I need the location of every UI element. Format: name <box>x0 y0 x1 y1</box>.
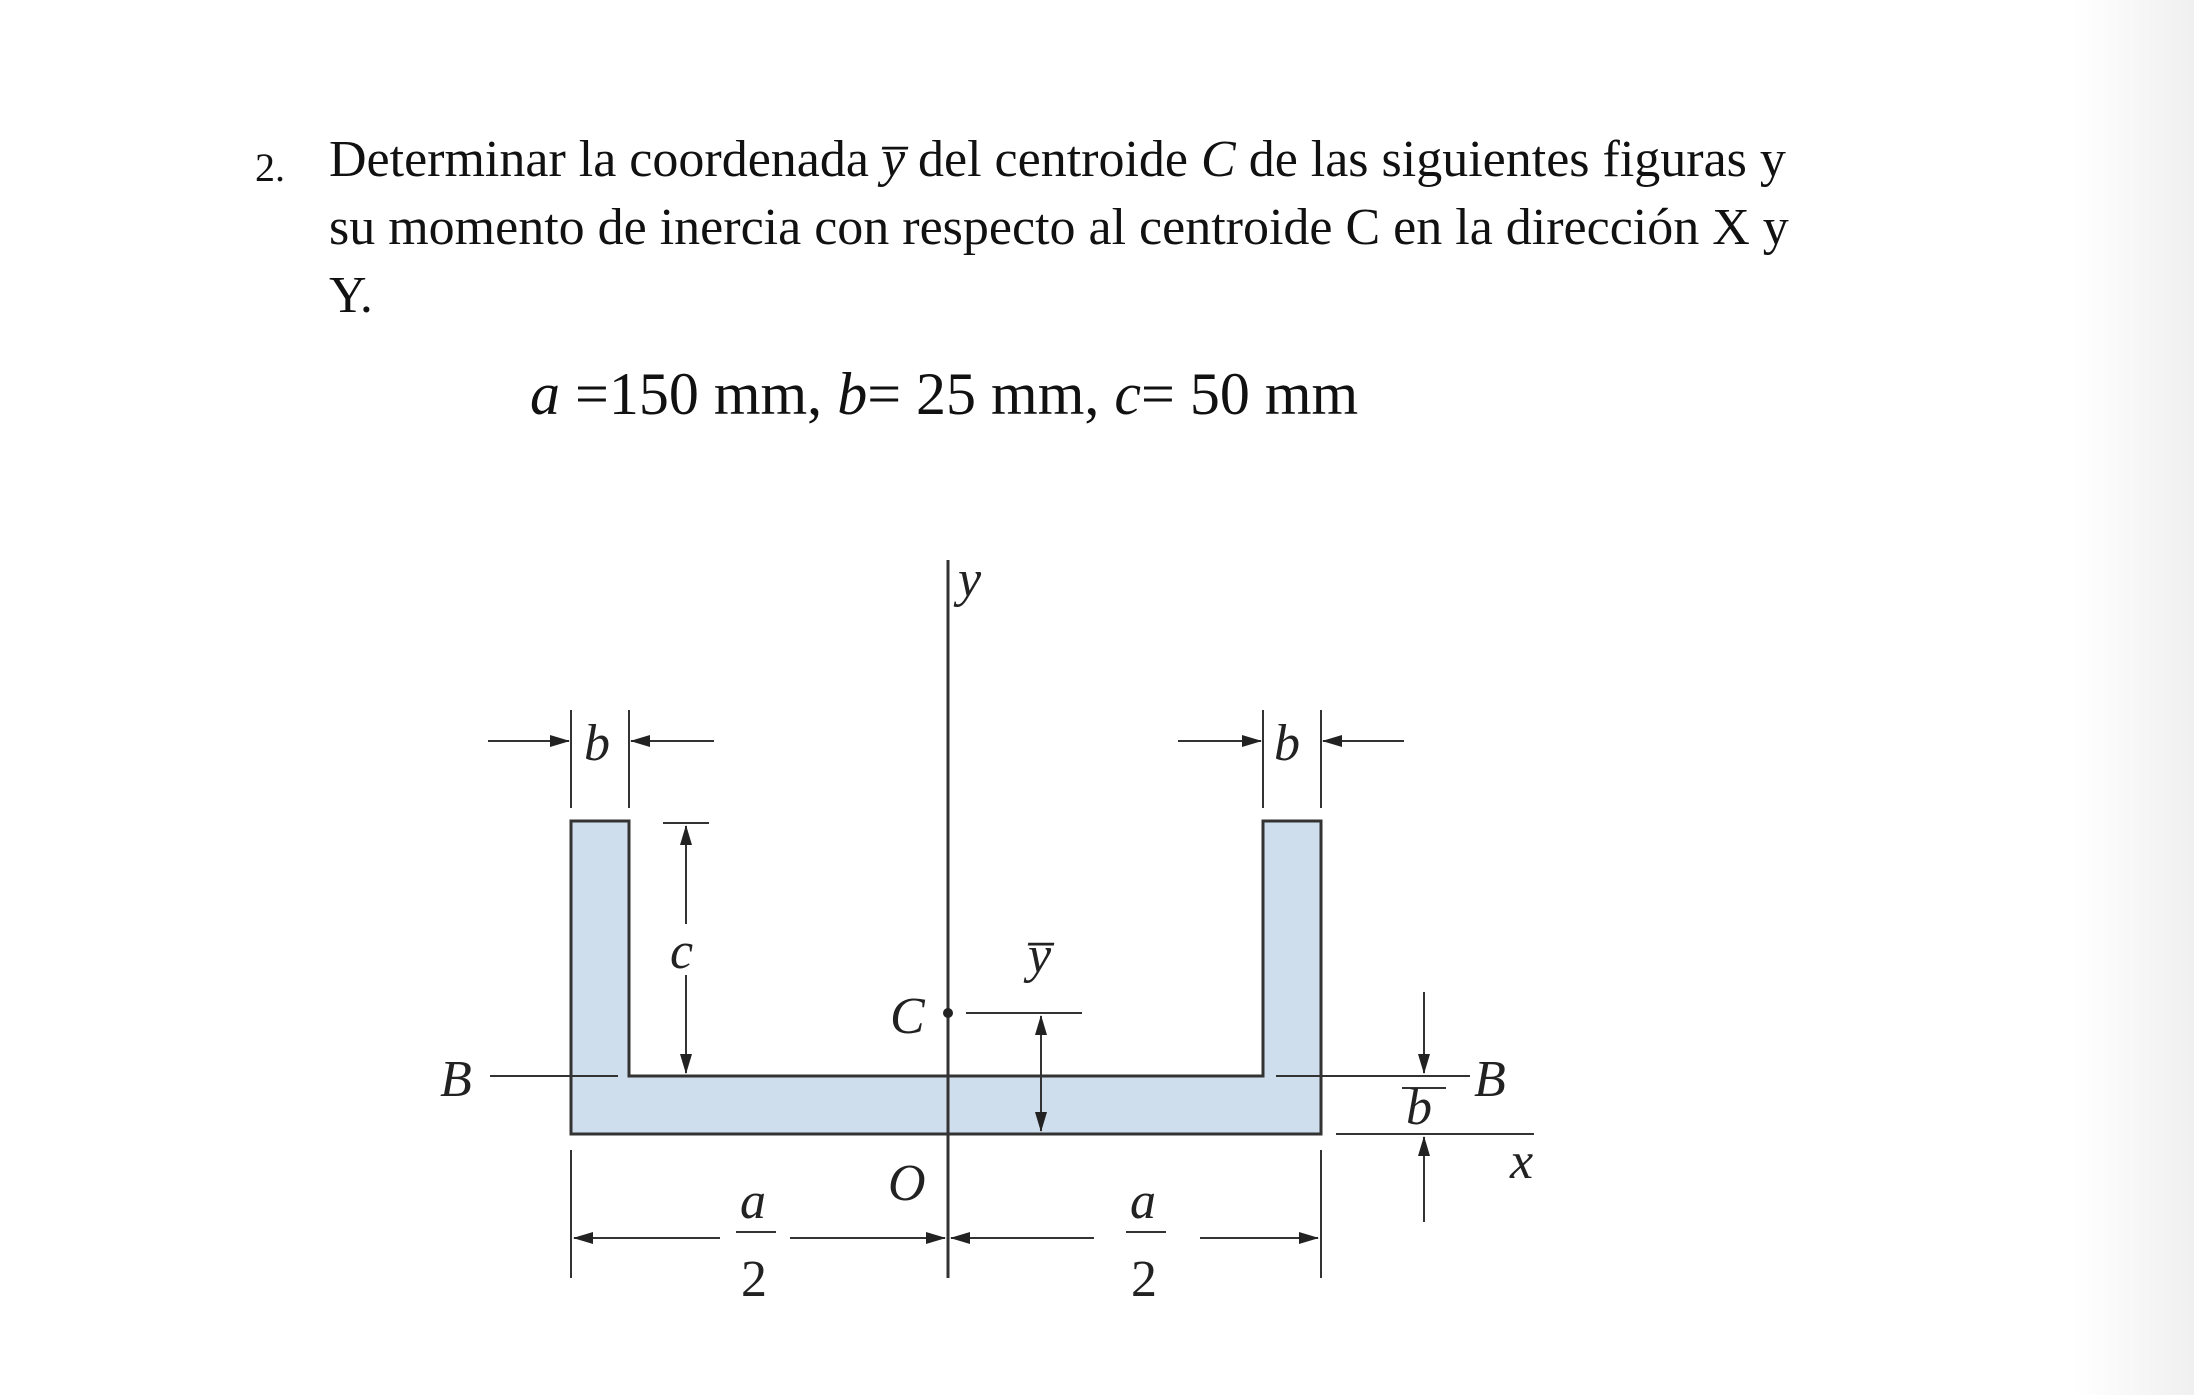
b-b-label-right: B <box>1474 1051 1506 1108</box>
y-axis-label: y <box>958 551 982 608</box>
problem-line-1-mid: del centroide <box>905 131 1202 188</box>
param-c-symbol: c <box>1114 361 1142 427</box>
dim-b-right-label: b <box>1406 1079 1432 1136</box>
problem-line-1-start: Determinar la coordenada <box>329 131 882 188</box>
problem-number: 2. <box>255 145 285 190</box>
centroid-point <box>943 1008 953 1018</box>
param-b-symbol: b <box>837 361 868 427</box>
dim-a-right-numerator: a <box>1130 1173 1156 1230</box>
centroid-label: C <box>890 988 925 1045</box>
ybar-label: y̅ <box>1028 927 1052 984</box>
dim-b-top-right-label: b <box>1274 715 1300 772</box>
dim-a-left-numerator: a <box>740 1173 766 1230</box>
param-b-value: = 25 mm, <box>867 361 1115 427</box>
origin-label: O <box>888 1155 926 1212</box>
x-axis-label: x <box>1510 1133 1534 1190</box>
problem-line-2: su momento de inercia con respecto al centroide C en la dirección X y <box>329 199 1789 256</box>
problem-line-3: Y. <box>329 267 373 324</box>
param-a-value: =150 mm, <box>560 361 838 427</box>
param-a-symbol: a <box>530 361 560 427</box>
b-b-label-left: B <box>440 1051 472 1108</box>
dim-c-label: c <box>670 923 694 980</box>
ybar-symbol: y̅ <box>881 131 906 188</box>
problem-line-1-end: de las siguientes figuras y <box>1235 131 1786 188</box>
param-c-value: = 50 mm <box>1141 361 1359 427</box>
dim-b-top-left-label: b <box>584 715 610 772</box>
centroid-symbol: C <box>1201 131 1236 188</box>
dim-a-left-denominator: 2 <box>741 1251 767 1308</box>
dim-a-right-denominator: 2 <box>1131 1251 1157 1308</box>
